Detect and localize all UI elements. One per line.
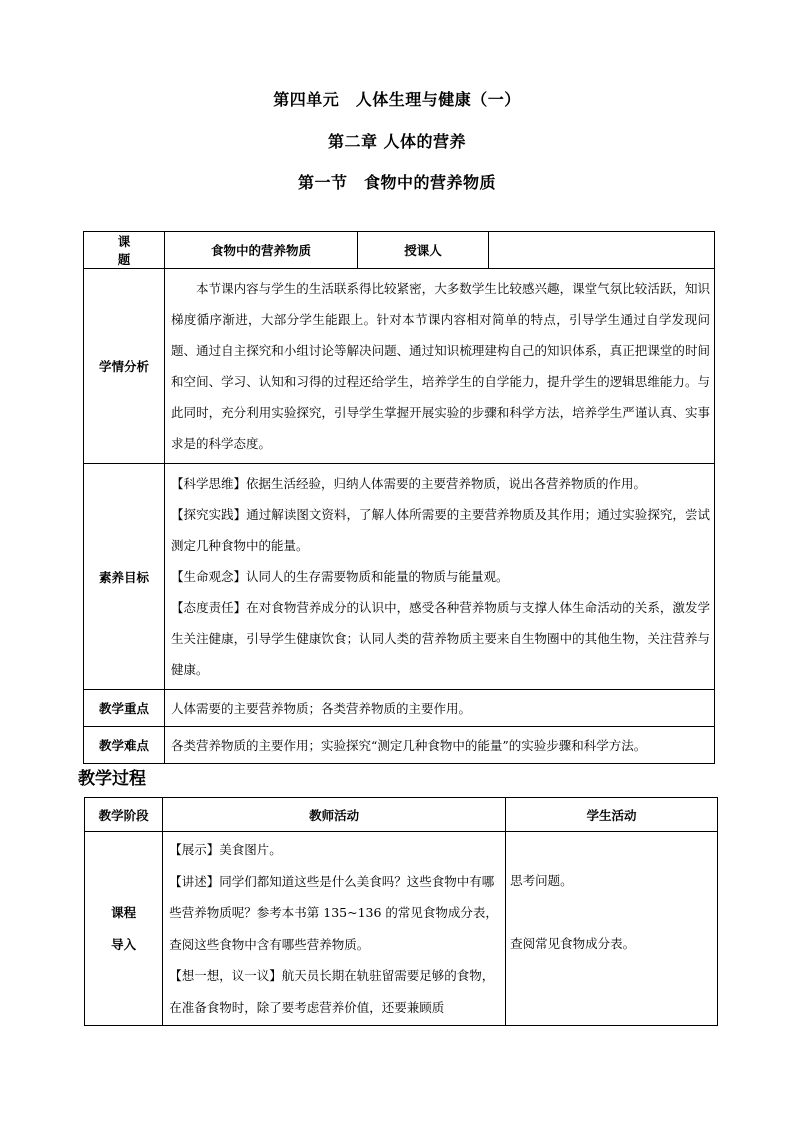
topic-value: 食物中的营养物质 (165, 232, 358, 269)
analysis-text: 本节课内容与学生的生活联系得比较紧密，大多数学生比较感兴趣，课堂气氛比较活跃，知识梯度循序渐进，大部分学生能跟上。针对本节课内容相对简单的特点，引导学生通过自学发现问题、通过自主探究和小组讨论等解决问题、通过知识梳理建构自己的知识体系，真正把课堂的时间和空间、学习、认知和习得的过程还给学生，培养学生的自学能力，提升学生的逻辑思维能力。与此同时，充分利用实验探究，引导学生掌握开展实验的步骤和科学方法，培养学生严谨认真、实事求是的科学态度。 (171, 281, 710, 451)
teacher-activity-cell (163, 832, 506, 1026)
student-activity-line: 思考问题。 (510, 873, 573, 888)
analysis-label: 学情分析 (84, 269, 165, 464)
teacher-value (489, 232, 715, 269)
goal-item: 【科学思维】依据生活经验，归纳人体需要的主要营养物质，说出各营养物质的作用。 (171, 476, 647, 491)
teacher-activity-line: 【讲述】同学们都知道这些是什么美食吗？这些食物中有哪些营养物质呢？参考本书第 135~136 的常见食物成分表，查阅这些食物中含有哪些营养物质。 (169, 873, 498, 952)
goal-item: 【态度责任】在对食物营养成分的认识中，感受各种营养物质与支撑人体生命活动的关系，激发学生关注健康，引导学生健康饮食；认同人类的营养物质主要来自生物圈中的其他生物，关注营养与健康。 (171, 600, 710, 677)
header-student-activity: 学生活动 (506, 798, 718, 832)
section-title: 第一节 食物中的营养物质 (297, 173, 496, 192)
goal-item: 【探究实践】通过解读图文资料，了解人体所需要的主要营养物质及其作用；通过实验探究，尝试测定几种食物中的能量。 (171, 507, 710, 553)
student-activity-cell (506, 832, 718, 1026)
topic-label: 课 题 (84, 232, 165, 269)
key-points-row (84, 690, 715, 727)
key-points-label: 教学重点 (84, 690, 165, 727)
process-header-row (85, 798, 718, 832)
teacher-label: 授课人 (358, 232, 489, 269)
process-row (85, 832, 718, 1026)
difficult-points-label: 教学难点 (84, 727, 165, 764)
analysis-cell (165, 269, 715, 464)
topic-row (84, 232, 715, 269)
teacher-activity-line: 【展示】美食图片。 (169, 842, 282, 857)
student-activity-line: 查阅常见食物成分表。 (510, 935, 636, 951)
chapter-title: 第二章 人体的营养 (327, 132, 467, 151)
unit-title: 第四单元 人体生理与健康（一） (273, 90, 521, 109)
header-teacher-activity: 教师活动 (163, 798, 506, 832)
analysis-row (84, 269, 715, 464)
goals-cell (165, 464, 715, 690)
stage-label-line1: 课程 (111, 904, 137, 920)
lesson-info-table (83, 231, 715, 764)
teacher-activity-line: 【想一想，议一议】航天员长期在轨驻留需要足够的食物，在准备食物时，除了要考虑营养价值，还要兼顾质 (169, 968, 495, 1015)
key-points-text: 人体需要的主要营养物质；各类营养物质的主要作用。 (165, 690, 715, 727)
goals-label: 素养目标 (84, 464, 165, 690)
header-stage: 教学阶段 (85, 798, 163, 832)
goals-row (84, 464, 715, 690)
goal-item: 【生命观念】认同人的生存需要物质和能量的物质与能量观。 (171, 569, 509, 584)
stage-cell (85, 832, 163, 1026)
difficult-points-row (84, 727, 715, 764)
stage-label-line2: 导入 (111, 936, 137, 952)
difficult-points-text: 各类营养物质的主要作用；实验探究“测定几种食物中的能量”的实验步骤和科学方法。 (165, 727, 715, 764)
teaching-process-table (84, 797, 718, 1026)
process-heading: 教学过程 (78, 769, 146, 789)
